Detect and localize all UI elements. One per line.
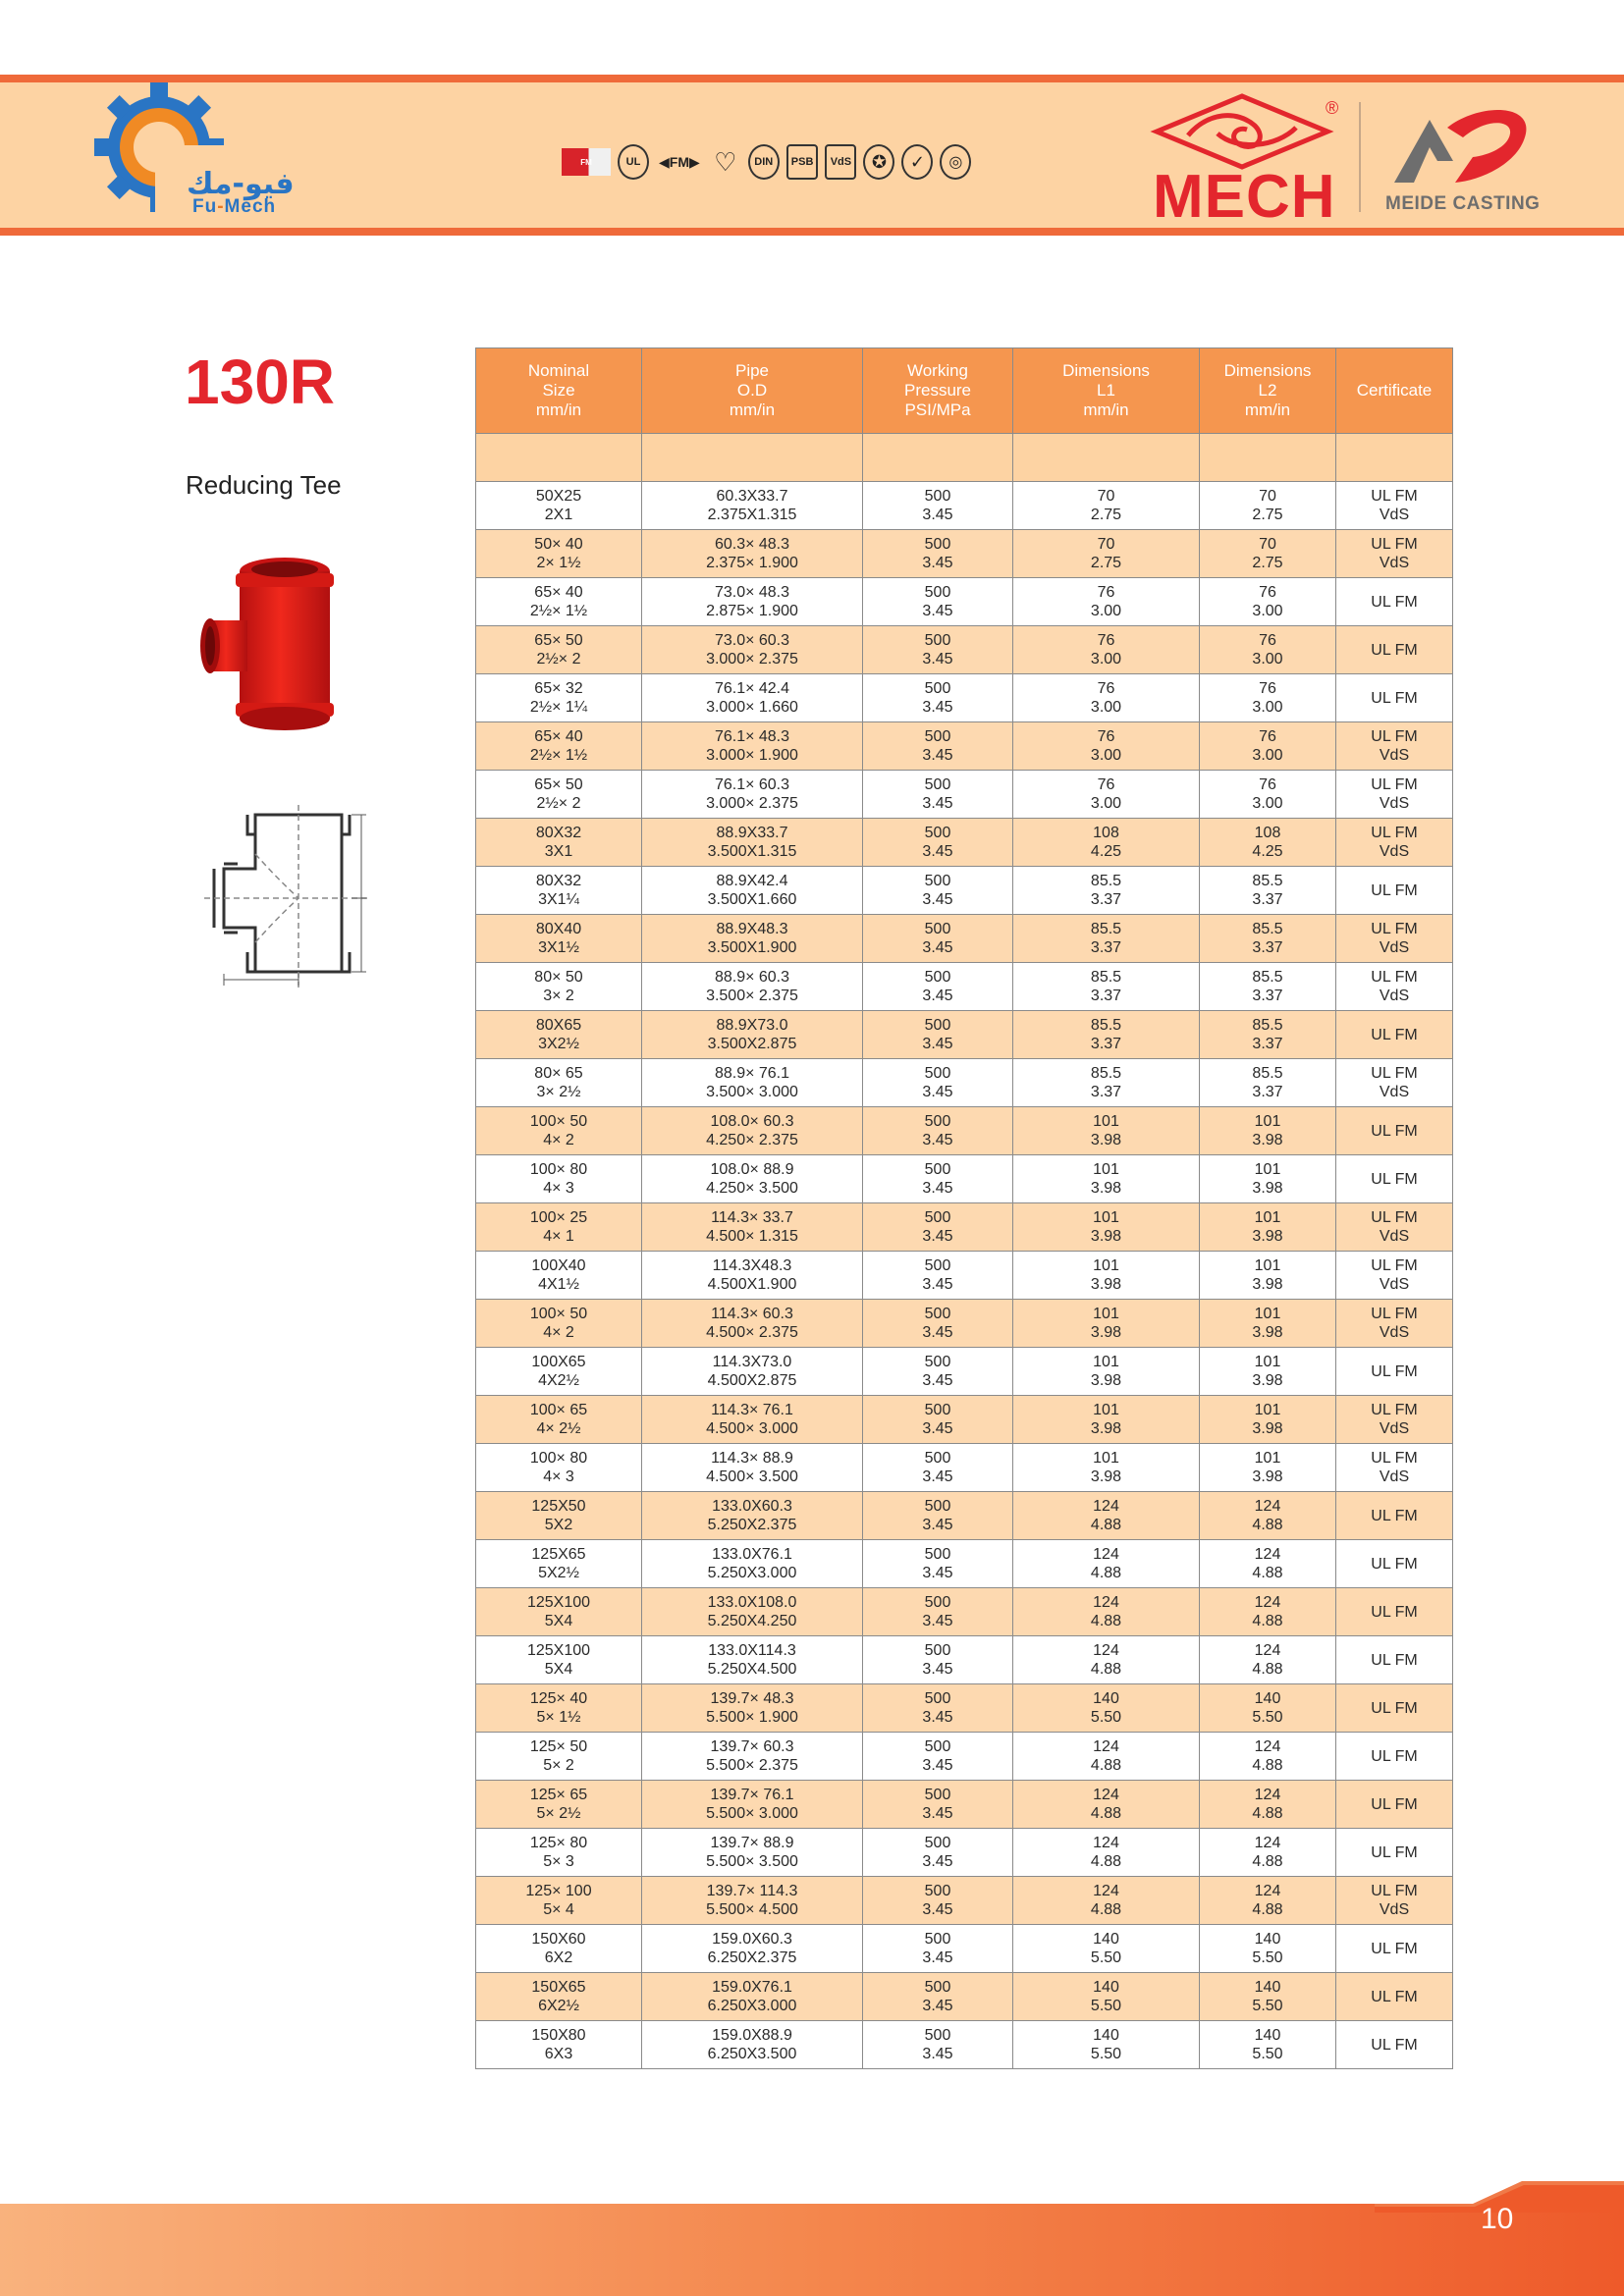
table-row <box>476 1300 1453 1348</box>
table-cell: 80× 50 3× 2 <box>476 963 642 1011</box>
table-cell: 140 5.50 <box>1013 2021 1200 2069</box>
table-cell: 500 3.45 <box>863 1252 1013 1300</box>
table-cell: 88.9X33.7 3.500X1.315 <box>642 819 863 867</box>
table-cell: 80X32 3X1 <box>476 819 642 867</box>
table-cell: 88.9X73.0 3.500X2.875 <box>642 1011 863 1059</box>
table-cell: 114.3X48.3 4.500X1.900 <box>642 1252 863 1300</box>
table-cell: 140 5.50 <box>1200 1925 1336 1973</box>
table-cell: UL FM <box>1336 1733 1453 1781</box>
table-cell: 65× 50 2½× 2 <box>476 771 642 819</box>
table-cell: UL FM VdS <box>1336 1396 1453 1444</box>
table-row <box>476 1829 1453 1877</box>
table-cell: 76.1× 48.3 3.000× 1.900 <box>642 722 863 771</box>
table-row <box>476 1107 1453 1155</box>
table-row <box>476 1925 1453 1973</box>
table-cell: 500 3.45 <box>863 626 1013 674</box>
table-cell: UL FM VdS <box>1336 1059 1453 1107</box>
table-cell: 500 3.45 <box>863 1925 1013 1973</box>
table-row <box>476 1059 1453 1107</box>
table-cell: 124 4.88 <box>1013 1829 1200 1877</box>
table-cell: 139.7× 48.3 5.500× 1.900 <box>642 1684 863 1733</box>
table-cell: 100X40 4X1½ <box>476 1252 642 1300</box>
table-row <box>476 2021 1453 2069</box>
table-row <box>476 1011 1453 1059</box>
table-cell: 140 5.50 <box>1200 1973 1336 2021</box>
table-cell: 500 3.45 <box>863 1684 1013 1733</box>
table-cell: 500 3.45 <box>863 578 1013 626</box>
table-cell: UL FM <box>1336 1107 1453 1155</box>
table-cell: 101 3.98 <box>1013 1252 1200 1300</box>
table-cell: UL FM <box>1336 1155 1453 1203</box>
table-cell: 500 3.45 <box>863 1781 1013 1829</box>
table-cell: UL FM <box>1336 578 1453 626</box>
table-cell: 101 3.98 <box>1200 1155 1336 1203</box>
table-cell: 500 3.45 <box>863 1011 1013 1059</box>
table-cell: 108.0× 88.9 4.250× 3.500 <box>642 1155 863 1203</box>
table-cell: 73.0× 48.3 2.875× 1.900 <box>642 578 863 626</box>
table-cell: UL FM <box>1336 1492 1453 1540</box>
table-cell: 114.3× 33.7 4.500× 1.315 <box>642 1203 863 1252</box>
mech-logo-text: MECH <box>1153 163 1336 231</box>
table-cell: 85.5 3.37 <box>1013 1059 1200 1107</box>
product-model-number: 130R <box>185 347 335 417</box>
header-top-stripe <box>0 75 1624 82</box>
check-seal-icon: ✓ <box>901 144 933 180</box>
table-cell: 50X25 2X1 <box>476 482 642 530</box>
table-cell: 101 3.98 <box>1013 1396 1200 1444</box>
table-cell: 73.0× 60.3 3.000× 2.375 <box>642 626 863 674</box>
table-cell: 76 3.00 <box>1200 722 1336 771</box>
table-cell: 85.5 3.37 <box>1200 963 1336 1011</box>
table-cell: 124 4.88 <box>1200 1492 1336 1540</box>
table-row <box>476 1252 1453 1300</box>
table-row <box>476 1636 1453 1684</box>
table-cell: 500 3.45 <box>863 1155 1013 1203</box>
table-cell: UL FM VdS <box>1336 530 1453 578</box>
table-cell: 65× 40 2½× 1½ <box>476 578 642 626</box>
table-cell: 101 3.98 <box>1013 1300 1200 1348</box>
table-cell: 500 3.45 <box>863 482 1013 530</box>
table-cell: UL FM <box>1336 1829 1453 1877</box>
table-row <box>476 1781 1453 1829</box>
table-spacer-row <box>476 434 1453 482</box>
registered-mark: ® <box>1326 98 1339 118</box>
table-cell: 500 3.45 <box>863 1636 1013 1684</box>
table-cell: 101 3.98 <box>1200 1107 1336 1155</box>
table-cell: 124 4.88 <box>1013 1781 1200 1829</box>
table-cell: UL FM <box>1336 1684 1453 1733</box>
seal-mark-icon: ✪ <box>863 144 894 180</box>
table-cell: 101 3.98 <box>1013 1444 1200 1492</box>
table-cell: 500 3.45 <box>863 1107 1013 1155</box>
table-cell: 76 3.00 <box>1013 578 1200 626</box>
table-cell: 76 3.00 <box>1013 722 1200 771</box>
table-cell: 140 5.50 <box>1013 1684 1200 1733</box>
table-cell: 500 3.45 <box>863 915 1013 963</box>
col-header-nominal-size: Nominal Size mm/in <box>476 348 642 434</box>
table-cell: 500 3.45 <box>863 530 1013 578</box>
table-cell: 500 3.45 <box>863 1492 1013 1540</box>
table-cell: 124 4.88 <box>1200 1781 1336 1829</box>
table-cell: 125X65 5X2½ <box>476 1540 642 1588</box>
table-cell: 500 3.45 <box>863 1877 1013 1925</box>
table-cell: 80X32 3X1¼ <box>476 867 642 915</box>
brand-latin-name: Fu-Mech <box>192 196 277 217</box>
table-cell: 70 2.75 <box>1200 530 1336 578</box>
table-cell: 76 3.00 <box>1200 626 1336 674</box>
table-cell: UL FM <box>1336 1348 1453 1396</box>
header-bottom-stripe <box>0 228 1624 236</box>
table-cell: UL FM <box>1336 1588 1453 1636</box>
table-row <box>476 1396 1453 1444</box>
table-cell: UL FM VdS <box>1336 722 1453 771</box>
table-cell: 124 4.88 <box>1013 1877 1200 1925</box>
table-cell: UL FM VdS <box>1336 819 1453 867</box>
table-cell: 88.9× 60.3 3.500× 2.375 <box>642 963 863 1011</box>
table-cell: 65× 40 2½× 1½ <box>476 722 642 771</box>
table-cell: 88.9× 76.1 3.500× 3.000 <box>642 1059 863 1107</box>
table-cell: 65× 32 2½× 1¼ <box>476 674 642 722</box>
table-cell: UL FM <box>1336 1781 1453 1829</box>
table-row <box>476 1155 1453 1203</box>
table-cell: UL FM <box>1336 626 1453 674</box>
table-cell: 125× 65 5× 2½ <box>476 1781 642 1829</box>
table-cell: 101 3.98 <box>1200 1444 1336 1492</box>
table-cell: 500 3.45 <box>863 771 1013 819</box>
table-cell: 76 3.00 <box>1013 771 1200 819</box>
table-row <box>476 915 1453 963</box>
table-cell: 114.3× 88.9 4.500× 3.500 <box>642 1444 863 1492</box>
table-cell: 70 2.75 <box>1200 482 1336 530</box>
table-cell: UL FM VdS <box>1336 482 1453 530</box>
table-cell: 88.9X48.3 3.500X1.900 <box>642 915 863 963</box>
table-cell: 76 3.00 <box>1013 674 1200 722</box>
table-cell: 100× 25 4× 1 <box>476 1203 642 1252</box>
table-cell: 124 4.88 <box>1200 1877 1336 1925</box>
table-cell: UL FM <box>1336 1636 1453 1684</box>
approval-seal-icon: ◎ <box>940 144 971 180</box>
table-row <box>476 674 1453 722</box>
table-cell: 150X65 6X2½ <box>476 1973 642 2021</box>
table-cell: 76.1× 60.3 3.000× 2.375 <box>642 771 863 819</box>
table-cell: UL FM <box>1336 1973 1453 2021</box>
table-cell: 100× 65 4× 2½ <box>476 1396 642 1444</box>
table-cell: 70 2.75 <box>1013 482 1200 530</box>
table-cell: UL FM VdS <box>1336 1877 1453 1925</box>
table-cell: 133.0X76.1 5.250X3.000 <box>642 1540 863 1588</box>
table-cell: 80X65 3X2½ <box>476 1011 642 1059</box>
table-cell: 500 3.45 <box>863 2021 1013 2069</box>
table-cell: 150X80 6X3 <box>476 2021 642 2069</box>
table-row <box>476 482 1453 530</box>
table-cell: 70 2.75 <box>1013 530 1200 578</box>
table-cell: UL FM VdS <box>1336 1300 1453 1348</box>
din-icon: DIN <box>748 144 780 180</box>
table-cell: 125× 80 5× 3 <box>476 1829 642 1877</box>
table-cell: 140 5.50 <box>1200 2021 1336 2069</box>
table-cell: 133.0X60.3 5.250X2.375 <box>642 1492 863 1540</box>
table-cell: 114.3× 76.1 4.500× 3.000 <box>642 1396 863 1444</box>
table-cell: 101 3.98 <box>1200 1348 1336 1396</box>
table-cell: 101 3.98 <box>1013 1107 1200 1155</box>
col-header-pipe-od: Pipe O.D mm/in <box>642 348 863 434</box>
table-row <box>476 1444 1453 1492</box>
table-cell: 500 3.45 <box>863 1733 1013 1781</box>
table-cell: UL FM VdS <box>1336 1203 1453 1252</box>
table-cell: 124 4.88 <box>1200 1588 1336 1636</box>
table-cell: 100X65 4X2½ <box>476 1348 642 1396</box>
table-row <box>476 1348 1453 1396</box>
table-cell: 124 4.88 <box>1200 1636 1336 1684</box>
spec-table <box>475 347 1453 2069</box>
table-cell: 101 3.98 <box>1200 1300 1336 1348</box>
table-row <box>476 1973 1453 2021</box>
table-cell: 140 5.50 <box>1200 1684 1336 1733</box>
table-cell: 500 3.45 <box>863 1444 1013 1492</box>
table-row <box>476 1684 1453 1733</box>
col-header-certificate: Certificate <box>1336 348 1453 434</box>
table-cell: 50× 40 2× 1½ <box>476 530 642 578</box>
table-cell: 108 4.25 <box>1013 819 1200 867</box>
table-cell: UL FM <box>1336 1540 1453 1588</box>
table-cell: 85.5 3.37 <box>1200 1059 1336 1107</box>
table-cell: 139.7× 60.3 5.500× 2.375 <box>642 1733 863 1781</box>
table-cell: 76.1× 42.4 3.000× 1.660 <box>642 674 863 722</box>
table-cell: 140 5.50 <box>1013 1973 1200 2021</box>
table-cell: 500 3.45 <box>863 867 1013 915</box>
table-cell: 124 4.88 <box>1013 1540 1200 1588</box>
table-row <box>476 1588 1453 1636</box>
table-row <box>476 626 1453 674</box>
table-cell: 139.7× 88.9 5.500× 3.500 <box>642 1829 863 1877</box>
table-cell: 80× 65 3× 2½ <box>476 1059 642 1107</box>
table-cell: UL FM <box>1336 1925 1453 1973</box>
table-cell: 88.9X42.4 3.500X1.660 <box>642 867 863 915</box>
table-cell: 124 4.88 <box>1200 1733 1336 1781</box>
table-cell: 159.0X88.9 6.250X3.500 <box>642 2021 863 2069</box>
table-cell: UL FM VdS <box>1336 1444 1453 1492</box>
table-cell: 500 3.45 <box>863 1540 1013 1588</box>
table-cell: 85.5 3.37 <box>1200 1011 1336 1059</box>
table-cell: 85.5 3.37 <box>1013 867 1200 915</box>
table-cell: 140 5.50 <box>1013 1925 1200 1973</box>
table-cell: 100× 80 4× 3 <box>476 1155 642 1203</box>
table-cell: 500 3.45 <box>863 1059 1013 1107</box>
table-cell: 500 3.45 <box>863 1300 1013 1348</box>
table-cell: 101 3.98 <box>1013 1348 1200 1396</box>
table-cell: 139.7× 114.3 5.500× 4.500 <box>642 1877 863 1925</box>
table-cell: 85.5 3.37 <box>1200 915 1336 963</box>
table-header-row <box>476 348 1453 434</box>
table-cell: 101 3.98 <box>1200 1396 1336 1444</box>
meide-logo-mark <box>1379 98 1536 192</box>
table-cell: 76 3.00 <box>1200 674 1336 722</box>
table-cell: 85.5 3.37 <box>1013 1011 1200 1059</box>
col-header-working-pressure: Working Pressure PSI/MPa <box>863 348 1013 434</box>
table-row <box>476 1877 1453 1925</box>
table-cell: 76 3.00 <box>1200 578 1336 626</box>
table-cell: 124 4.88 <box>1013 1636 1200 1684</box>
table-cell: UL FM VdS <box>1336 915 1453 963</box>
table-cell: 80X40 3X1½ <box>476 915 642 963</box>
table-cell: 60.3X33.7 2.375X1.315 <box>642 482 863 530</box>
table-cell: 101 3.98 <box>1200 1252 1336 1300</box>
table-cell: 159.0X76.1 6.250X3.000 <box>642 1973 863 2021</box>
psb-icon: PSB <box>786 144 819 180</box>
table-cell: 500 3.45 <box>863 1203 1013 1252</box>
fm-approved-icon: ◀ FM ▶ <box>659 153 700 170</box>
table-cell: 500 3.45 <box>863 1973 1013 2021</box>
table-cell: 124 4.88 <box>1013 1588 1200 1636</box>
table-cell: 159.0X60.3 6.250X2.375 <box>642 1925 863 1973</box>
table-cell: 500 3.45 <box>863 1588 1013 1636</box>
certification-logos <box>562 137 971 187</box>
table-row <box>476 1733 1453 1781</box>
table-cell: 500 3.45 <box>863 674 1013 722</box>
table-cell: 125X50 5X2 <box>476 1492 642 1540</box>
product-name: Reducing Tee <box>186 470 342 500</box>
table-cell: 100× 50 4× 2 <box>476 1300 642 1348</box>
page-number: 10 <box>1481 2203 1514 2235</box>
table-cell: 85.5 3.37 <box>1013 963 1200 1011</box>
col-header-dimensions-l1: Dimensions L1 mm/in <box>1013 348 1200 434</box>
table-cell: UL FM <box>1336 1011 1453 1059</box>
table-cell: 114.3X73.0 4.500X2.875 <box>642 1348 863 1396</box>
table-cell: 150X60 6X2 <box>476 1925 642 1973</box>
table-cell: 500 3.45 <box>863 963 1013 1011</box>
table-cell: 100× 50 4× 2 <box>476 1107 642 1155</box>
table-row <box>476 530 1453 578</box>
heart-mark-icon: ♡ <box>714 146 737 177</box>
table-cell: 500 3.45 <box>863 819 1013 867</box>
table-cell: 108 4.25 <box>1200 819 1336 867</box>
table-cell: 133.0X108.0 5.250X4.250 <box>642 1588 863 1636</box>
table-row <box>476 1203 1453 1252</box>
reducing-tee-photo <box>196 550 344 736</box>
table-cell: 500 3.45 <box>863 1348 1013 1396</box>
col-header-dimensions-l2: Dimensions L2 mm/in <box>1200 348 1336 434</box>
meide-logo-text: MEIDE CASTING <box>1385 193 1541 214</box>
table-cell: 125× 50 5× 2 <box>476 1733 642 1781</box>
table-cell: 133.0X114.3 5.250X4.500 <box>642 1636 863 1684</box>
table-cell: 101 3.98 <box>1013 1155 1200 1203</box>
table-cell: 124 4.88 <box>1200 1540 1336 1588</box>
reducing-tee-drawing <box>204 805 371 991</box>
table-cell: 139.7× 76.1 5.500× 3.000 <box>642 1781 863 1829</box>
table-cell: UL FM <box>1336 2021 1453 2069</box>
table-cell: 114.3× 60.3 4.500× 2.375 <box>642 1300 863 1348</box>
table-cell: 125× 100 5× 4 <box>476 1877 642 1925</box>
table-cell: 85.5 3.37 <box>1013 915 1200 963</box>
table-cell: 60.3× 48.3 2.375× 1.900 <box>642 530 863 578</box>
table-row <box>476 722 1453 771</box>
table-cell: 85.5 3.37 <box>1200 867 1336 915</box>
table-cell: 125X100 5X4 <box>476 1588 642 1636</box>
footer-band <box>0 2204 1624 2296</box>
table-cell: 125X100 5X4 <box>476 1636 642 1684</box>
table-cell: 65× 50 2½× 2 <box>476 626 642 674</box>
table-cell: 124 4.88 <box>1013 1492 1200 1540</box>
table-cell: 500 3.45 <box>863 1829 1013 1877</box>
header-divider <box>1359 102 1361 212</box>
table-cell: 500 3.45 <box>863 1396 1013 1444</box>
vds-icon: VdS <box>825 144 856 180</box>
table-cell: 76 3.00 <box>1200 771 1336 819</box>
approval-flag-icon: FM <box>562 148 611 176</box>
table-cell: UL FM <box>1336 674 1453 722</box>
table-cell: 100× 80 4× 3 <box>476 1444 642 1492</box>
table-row <box>476 1540 1453 1588</box>
brand-arabic-name: فيو-مك <box>187 167 295 201</box>
table-row <box>476 963 1453 1011</box>
table-cell: 76 3.00 <box>1013 626 1200 674</box>
table-cell: UL FM VdS <box>1336 771 1453 819</box>
table-cell: 101 3.98 <box>1013 1203 1200 1252</box>
table-cell: 125× 40 5× 1½ <box>476 1684 642 1733</box>
table-cell: UL FM VdS <box>1336 1252 1453 1300</box>
table-cell: 500 3.45 <box>863 722 1013 771</box>
table-row <box>476 1492 1453 1540</box>
ul-listed-icon: UL <box>618 144 649 180</box>
table-cell: 108.0× 60.3 4.250× 2.375 <box>642 1107 863 1155</box>
table-cell: 124 4.88 <box>1200 1829 1336 1877</box>
table-row <box>476 578 1453 626</box>
table-cell: UL FM <box>1336 867 1453 915</box>
table-cell: 101 3.98 <box>1200 1203 1336 1252</box>
table-cell: UL FM VdS <box>1336 963 1453 1011</box>
table-cell: 124 4.88 <box>1013 1733 1200 1781</box>
table-row <box>476 771 1453 819</box>
table-row <box>476 819 1453 867</box>
table-row <box>476 867 1453 915</box>
